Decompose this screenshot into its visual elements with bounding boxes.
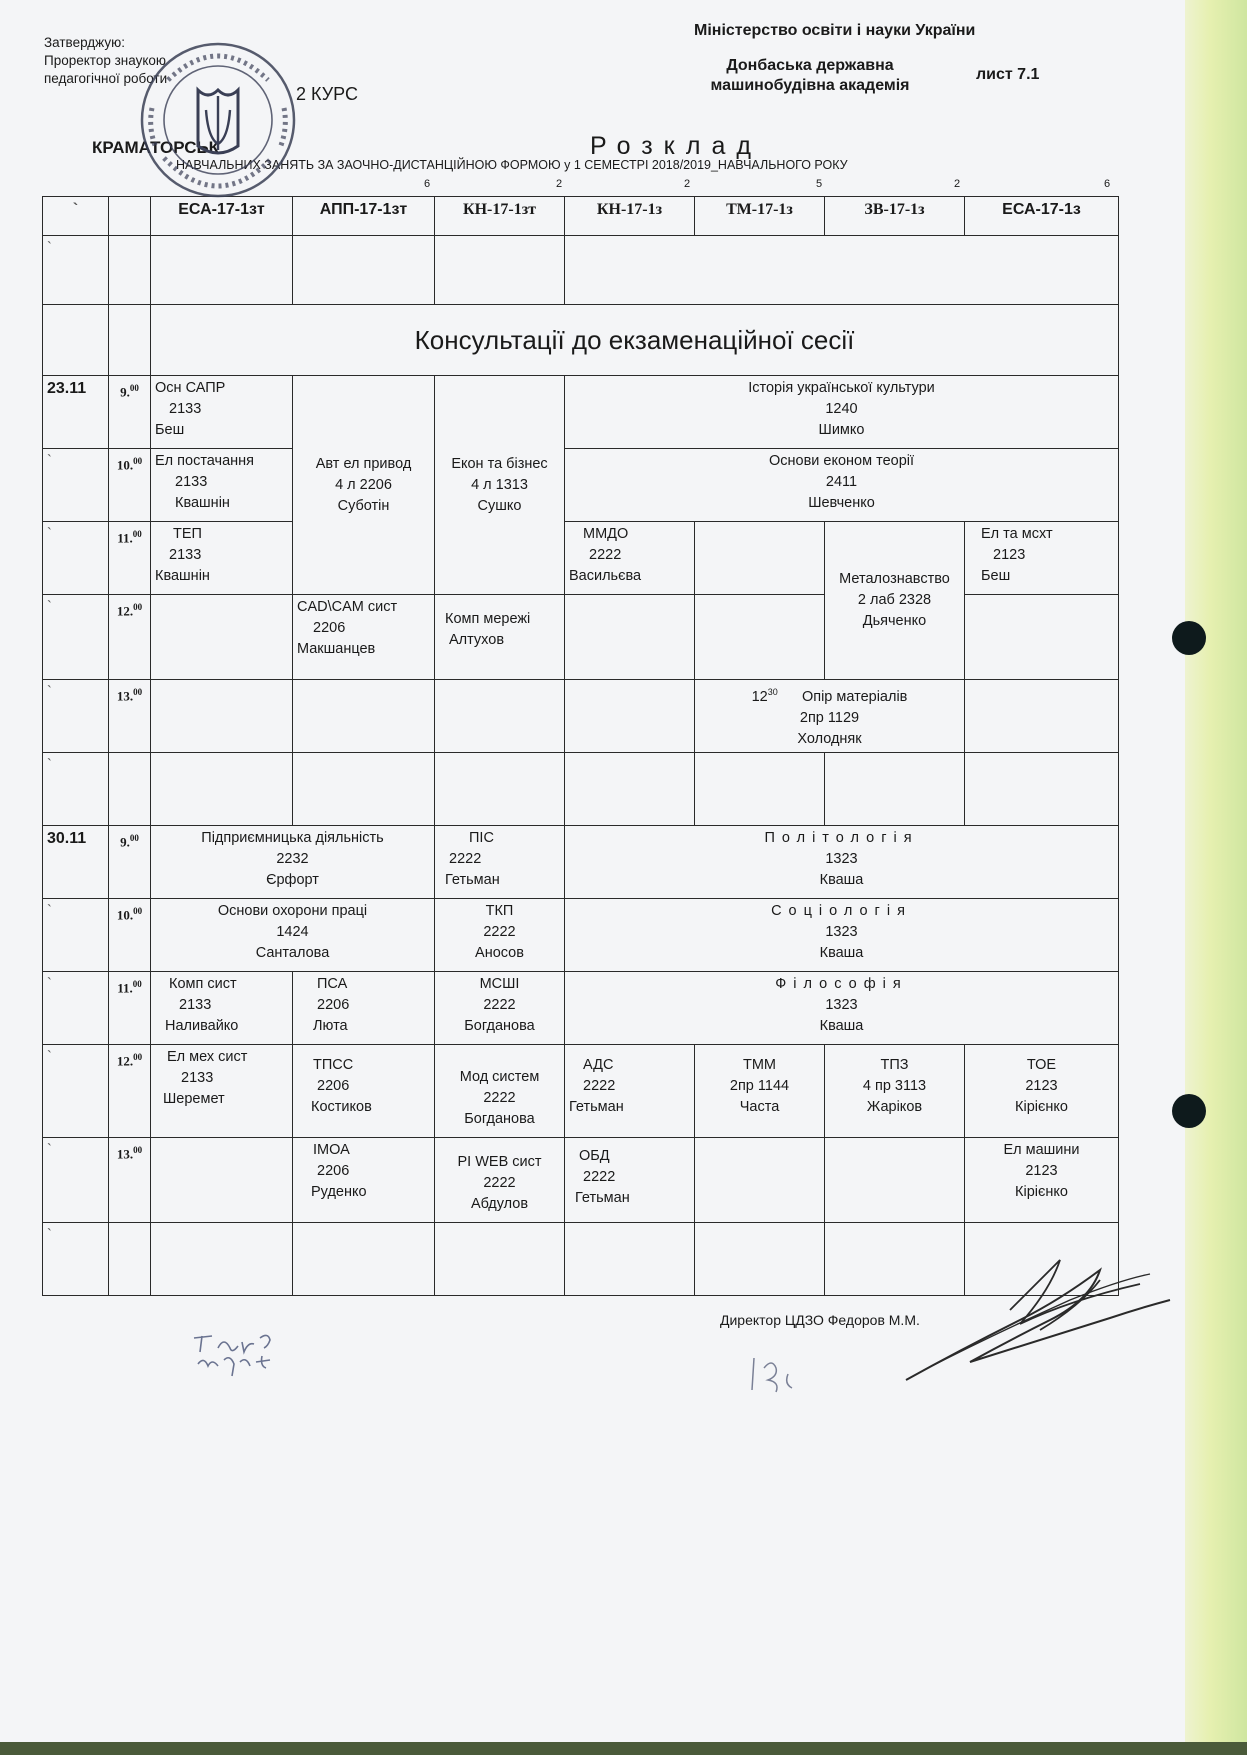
empty-cell	[965, 753, 1119, 826]
time-cell: 9.00	[109, 376, 151, 449]
empty-cell	[565, 680, 695, 753]
sheet-number: лист 7.1	[976, 66, 1040, 83]
time-cell: 10.00	[109, 899, 151, 972]
group-header: ТМ-17-1з	[695, 197, 825, 236]
date-cell: `	[43, 522, 109, 595]
empty-cell	[151, 753, 293, 826]
lesson-cell: $12^{30}$ Опір матеріалів 2пр 1129 Холодняк	[695, 680, 965, 753]
lesson-cell: Комп мережі Алтухов	[435, 595, 565, 680]
approval-line: Затверджую:	[44, 35, 125, 50]
empty-cell	[293, 680, 435, 753]
empty-cell	[695, 595, 825, 680]
time-cell: 13.00	[109, 1138, 151, 1223]
empty-cell	[435, 1223, 565, 1296]
table-row	[43, 1138, 1119, 1223]
group-header: ЗВ-17-1з	[825, 197, 965, 236]
empty-cell	[965, 595, 1119, 680]
date-cell: `	[43, 595, 109, 680]
table-row	[43, 753, 1119, 826]
lesson-cell: Ел та мсхт 2123 Беш	[965, 522, 1119, 595]
date-cell: `	[43, 972, 109, 1045]
empty-cell	[565, 753, 695, 826]
approval-block	[44, 34, 167, 88]
empty-cell	[965, 680, 1119, 753]
group-header: КН-17-1з	[565, 197, 695, 236]
lesson-cell: Політологія 1323 Кваша	[565, 826, 1119, 899]
empty-cell	[293, 1223, 435, 1296]
empty-cell	[151, 680, 293, 753]
empty-cell	[151, 595, 293, 680]
time-cell: 12.00	[109, 595, 151, 680]
header-blank: `	[43, 197, 109, 236]
time-cell: 11.00	[109, 972, 151, 1045]
date-cell: `	[43, 449, 109, 522]
time-cell: 10.00	[109, 449, 151, 522]
empty-cell	[109, 236, 151, 305]
table-row	[43, 305, 1119, 376]
table-row	[43, 522, 1119, 595]
count-mark: 6	[424, 178, 431, 190]
lesson-cell: Комп сист 2133 Наливайко	[151, 972, 293, 1045]
empty-cell	[109, 305, 151, 376]
date-cell: 30.11	[43, 826, 109, 899]
empty-cell: `	[43, 236, 109, 305]
empty-cell	[293, 236, 435, 305]
time-cell: 9.00	[109, 826, 151, 899]
page-subtitle: НАВЧАЛЬНИХ ЗАНЯТЬ ЗА ЗАОЧНО-ДИСТАНЦІЙНОЮ ФОРМОЮ у 1 СЕМЕСТРІ 2018/2019_НАВЧАЛЬНОГО РОКУ	[176, 158, 848, 172]
table-row	[43, 1045, 1119, 1138]
lesson-cell: ОБД 2222 Гетьман	[565, 1138, 695, 1223]
page-title: Розклад	[590, 132, 762, 160]
group-header: ЕСА-17-1зт	[151, 197, 293, 236]
director-signature-line: Директор ЦДЗО Федоров М.М.	[720, 1312, 920, 1328]
date-cell: `	[43, 680, 109, 753]
lesson-cell: Авт ел привод 4 л 2206 Суботін	[293, 376, 435, 595]
lesson-cell: Осн САПР 2133 Беш	[151, 376, 293, 449]
academy-label: Донбаська державна машинобудівна академія	[710, 57, 910, 94]
time-cell: 12.00	[109, 1045, 151, 1138]
empty-cell	[825, 753, 965, 826]
empty-cell	[151, 1138, 293, 1223]
time-cell: 13.00	[109, 680, 151, 753]
empty-cell	[825, 1223, 965, 1296]
lesson-cell: ТММ 2пр 1144 Часта	[695, 1045, 825, 1138]
group-header: АПП-17-1зт	[293, 197, 435, 236]
schedule-table	[42, 196, 1119, 1296]
empty-cell: `	[43, 753, 109, 826]
table-row	[43, 376, 1119, 449]
lesson-cell: Основи економ теорії 2411 Шевченко	[565, 449, 1119, 522]
lesson-cell: Екон та бізнес 4 л 1313 Сушко	[435, 376, 565, 595]
group-header-row	[43, 197, 1119, 236]
empty-cell	[43, 305, 109, 376]
header-blank	[109, 197, 151, 236]
lesson-cell: Соціологія 1323 Кваша	[565, 899, 1119, 972]
table-row	[43, 826, 1119, 899]
empty-cell	[695, 1223, 825, 1296]
count-mark: 5	[816, 178, 823, 190]
empty-cell	[435, 753, 565, 826]
empty-cell	[293, 753, 435, 826]
handwritten-mark	[748, 1350, 818, 1396]
count-mark: 2	[556, 178, 563, 190]
handwritten-note	[190, 1318, 290, 1378]
lesson-cell: ІМОА 2206 Руденко	[293, 1138, 435, 1223]
group-header: КН-17-1зт	[435, 197, 565, 236]
course-label: 2 КУРС	[296, 84, 358, 104]
lesson-cell: ММДО 2222 Васильєва	[565, 522, 695, 595]
lesson-cell: Мод систем 2222 Богданова	[435, 1045, 565, 1138]
lesson-cell: ПІС 2222 Гетьман	[435, 826, 565, 899]
date-cell: `	[43, 1045, 109, 1138]
table-row	[43, 449, 1119, 522]
empty-cell	[435, 680, 565, 753]
scan-bottom-edge	[0, 1742, 1247, 1755]
empty-cell	[565, 1223, 695, 1296]
lesson-cell: Ел мех сист 2133 Шеремет	[151, 1045, 293, 1138]
session-banner: Консультації до екзаменаційної сесії	[151, 305, 1119, 376]
count-mark: 6	[1104, 178, 1111, 190]
time-cell: 11.00	[109, 522, 151, 595]
empty-cell	[109, 753, 151, 826]
lesson-cell: ТКП 2222 Аносов	[435, 899, 565, 972]
table-row	[43, 1223, 1119, 1296]
ministry-label: Міністерство освіти і науки України	[694, 22, 976, 39]
group-header: ЕСА-17-1з	[965, 197, 1119, 236]
empty-cell	[151, 1223, 293, 1296]
empty-cell	[151, 236, 293, 305]
count-mark: 2	[954, 178, 961, 190]
lesson-cell: Історія української культури 1240 Шимко	[565, 376, 1119, 449]
lesson-cell: ТОЕ 2123 Кірієнко	[965, 1045, 1119, 1138]
empty-cell	[695, 522, 825, 595]
lesson-cell: Підприємницька діяльність 2232 Єрфорт	[151, 826, 435, 899]
empty-cell	[965, 1223, 1119, 1296]
empty-cell	[109, 1223, 151, 1296]
table-row	[43, 680, 1119, 753]
approval-line: Проректор знаукою	[44, 53, 167, 68]
table-row	[43, 899, 1119, 972]
table-row	[43, 972, 1119, 1045]
lesson-cell: PI WEB сист 2222 Абдулов	[435, 1138, 565, 1223]
city-label: КРАМАТОРСЬК	[92, 138, 220, 157]
lesson-cell: ТЕП 2133 Квашнін	[151, 522, 293, 595]
lesson-cell: АДС 2222 Гетьман	[565, 1045, 695, 1138]
empty-cell	[825, 1138, 965, 1223]
approval-line: педагогічної роботи	[44, 71, 168, 86]
punch-hole	[1172, 1094, 1206, 1128]
lesson-cell: Ел постачання 2133 Квашнін	[151, 449, 293, 522]
paper-edge	[1185, 0, 1247, 1755]
lesson-cell: МСШІ 2222 Богданова	[435, 972, 565, 1045]
lesson-cell: Ел машини 2123 Кірієнко	[965, 1138, 1119, 1223]
lesson-cell: ТПЗ 4 пр 3113 Жаріков	[825, 1045, 965, 1138]
lesson-cell: Основи охорони праці 1424 Санталова	[151, 899, 435, 972]
count-mark: 2	[684, 178, 691, 190]
empty-cell	[695, 753, 825, 826]
empty-cell	[695, 1138, 825, 1223]
table-row	[43, 236, 1119, 305]
empty-cell	[565, 236, 1119, 305]
lesson-cell: CAD\CAM сист 2206 Макшанцев	[293, 595, 435, 680]
date-cell: `	[43, 899, 109, 972]
date-cell: 23.11	[43, 376, 109, 449]
lesson-cell: ТПСС 2206 Костиков	[293, 1045, 435, 1138]
date-cell: `	[43, 1138, 109, 1223]
punch-hole	[1172, 621, 1206, 655]
lesson-cell: ПСА 2206 Люта	[293, 972, 435, 1045]
lesson-cell: Металознавство 2 лаб 2328 Дьяченко	[825, 522, 965, 680]
empty-cell	[565, 595, 695, 680]
lesson-cell: Філософія 1323 Кваша	[565, 972, 1119, 1045]
empty-cell	[435, 236, 565, 305]
empty-cell: `	[43, 1223, 109, 1296]
